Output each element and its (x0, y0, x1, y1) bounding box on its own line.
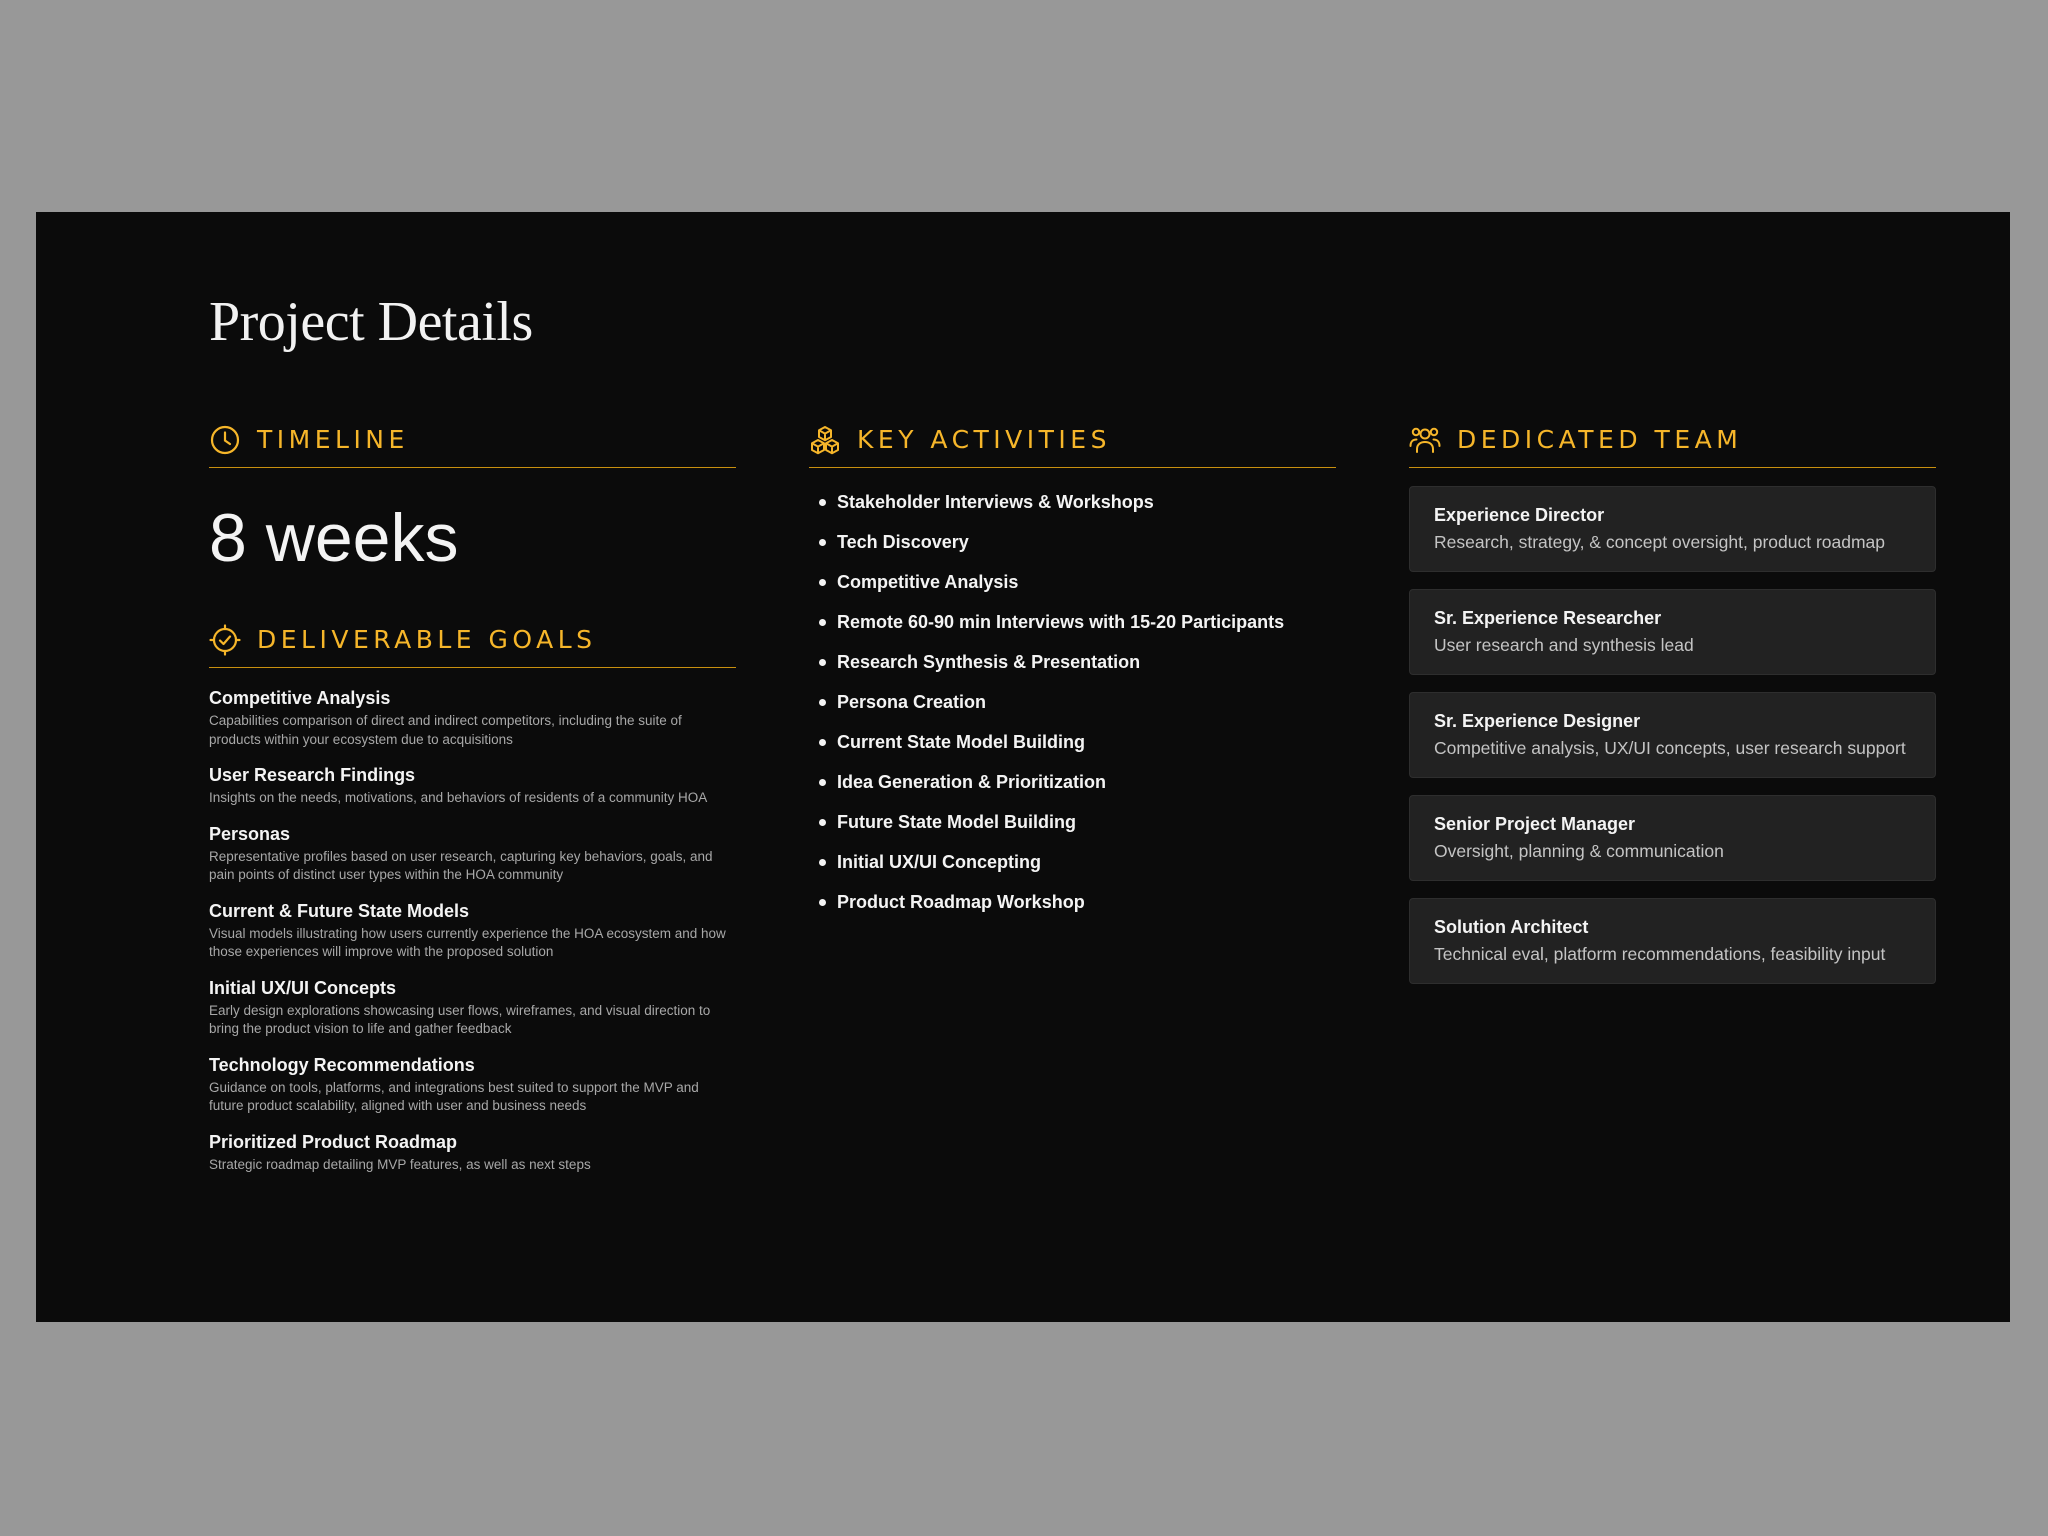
bullet-dot (819, 739, 826, 746)
goal-title: Current & Future State Models (209, 900, 470, 921)
activity-item (809, 762, 1336, 802)
key-activities-column (809, 422, 1336, 922)
activity-item (809, 642, 1336, 682)
member-role: Experience Director (1434, 505, 1605, 525)
goal-title: Personas (209, 823, 291, 844)
dedicated-team-heading: DEDICATED TEAM (1457, 425, 1743, 454)
activity-label: Current State Model Building (837, 732, 1086, 752)
clock-icon (209, 424, 241, 456)
activity-item (809, 602, 1336, 642)
member-description: Competitive analysis, UX/UI concepts, user research support (1434, 738, 1906, 758)
activity-item (809, 482, 1336, 522)
member-description: Research, strategy, & concept oversight, product roadmap (1434, 532, 1886, 552)
timeline-header (209, 422, 736, 468)
member-role: Solution Architect (1434, 917, 1589, 937)
activity-label: Tech Discovery (837, 532, 969, 552)
team-icon (1409, 424, 1441, 456)
activity-label: Future State Model Building (837, 812, 1076, 832)
team-member-card (1409, 795, 1936, 881)
goal-item (209, 1130, 736, 1175)
bullet-dot (819, 779, 826, 786)
member-role: Sr. Experience Researcher (1434, 608, 1662, 628)
member-role: Sr. Experience Designer (1434, 711, 1641, 731)
activity-label: Remote 60-90 min Interviews with 15-20 Participants (837, 612, 1285, 632)
timeline-column (209, 422, 736, 1188)
target-check-icon (209, 624, 241, 656)
team-member-card (1409, 898, 1936, 984)
goal-item (209, 976, 736, 1039)
activity-label: Idea Generation & Prioritization (837, 772, 1107, 792)
goal-title: Prioritized Product Roadmap (209, 1131, 458, 1152)
activity-label: Initial UX/UI Concepting (837, 852, 1042, 872)
page-title: Project Details (209, 291, 533, 353)
goal-item (209, 899, 736, 962)
timeline-heading: TIMELINE (257, 425, 409, 454)
member-role: Senior Project Manager (1434, 814, 1636, 834)
project-details-slide (36, 212, 2010, 1322)
team-member-card (1409, 692, 1936, 778)
member-description: Technical eval, platform recommendations, feasibility input (1434, 944, 1886, 964)
activity-item (809, 682, 1336, 722)
activity-label: Product Roadmap Workshop (837, 892, 1085, 912)
deliverable-goals-heading: DELIVERABLE GOALS (257, 625, 597, 654)
key-activities-list (809, 468, 1336, 922)
cubes-icon (809, 424, 841, 456)
goal-title: Technology Recommendations (209, 1054, 475, 1075)
goal-description: Representative profiles based on user research, capturing key behaviors, goals, and pain points of distinct user types within the HOA community (209, 848, 713, 882)
deliverable-goals-list (209, 668, 736, 1174)
activity-label: Competitive Analysis (837, 572, 1019, 592)
activity-label: Stakeholder Interviews & Workshops (837, 492, 1154, 512)
goal-description: Capabilities comparison of direct and indirect competitors, including the suite of products within your ecosystem due to acquisitions (209, 713, 682, 747)
goal-item (209, 763, 736, 808)
bullet-dot (819, 699, 826, 706)
deliverable-goals-header (209, 622, 736, 668)
bullet-dot (819, 659, 826, 666)
key-activities-header (809, 422, 1336, 468)
activity-item (809, 722, 1336, 762)
bullet-dot (819, 899, 826, 906)
activity-label: Research Synthesis & Presentation (837, 652, 1141, 672)
goal-description: Insights on the needs, motivations, and behaviors of residents of a community HOA (209, 790, 708, 805)
dedicated-team-column (1409, 422, 1936, 1001)
activity-item (809, 522, 1336, 562)
dedicated-team-header (1409, 422, 1936, 468)
team-member-card (1409, 589, 1936, 675)
goal-item (209, 1053, 736, 1116)
team-member-card (1409, 486, 1936, 572)
activity-item (809, 842, 1336, 882)
deliverable-goals-section (209, 622, 736, 1174)
goal-item (209, 822, 736, 885)
bullet-dot (819, 619, 826, 626)
goal-description: Strategic roadmap detailing MVP features, as well as next steps (209, 1156, 591, 1172)
activity-label: Persona Creation (837, 692, 987, 712)
goal-title: User Research Findings (209, 765, 416, 785)
goal-title: Initial UX/UI Concepts (209, 977, 397, 998)
timeline-value: 8 weeks (209, 500, 459, 576)
activity-item (809, 802, 1336, 842)
activity-item (809, 882, 1336, 922)
goal-description: Early design explorations showcasing user flows, wireframes, and visual direction to bring the product vision to life and gather feedback (209, 1002, 711, 1036)
member-description: User research and synthesis lead (1434, 635, 1694, 655)
goal-description: Guidance on tools, platforms, and integrations best suited to support the MVP and future product scalability, aligned with user and business needs (209, 1079, 699, 1113)
team-member-list (1409, 468, 1936, 984)
bullet-dot (819, 859, 826, 866)
bullet-dot (819, 499, 826, 506)
bullet-dot (819, 579, 826, 586)
goal-item (209, 686, 736, 749)
bullet-dot (819, 539, 826, 546)
goal-title: Competitive Analysis (209, 688, 391, 708)
activity-item (809, 562, 1336, 602)
key-activities-heading: KEY ACTIVITIES (857, 425, 1111, 454)
member-description: Oversight, planning & communication (1434, 841, 1724, 861)
bullet-dot (819, 819, 826, 826)
goal-description: Visual models illustrating how users currently experience the HOA ecosystem and how those experiences will improve with the proposed solution (209, 925, 726, 959)
